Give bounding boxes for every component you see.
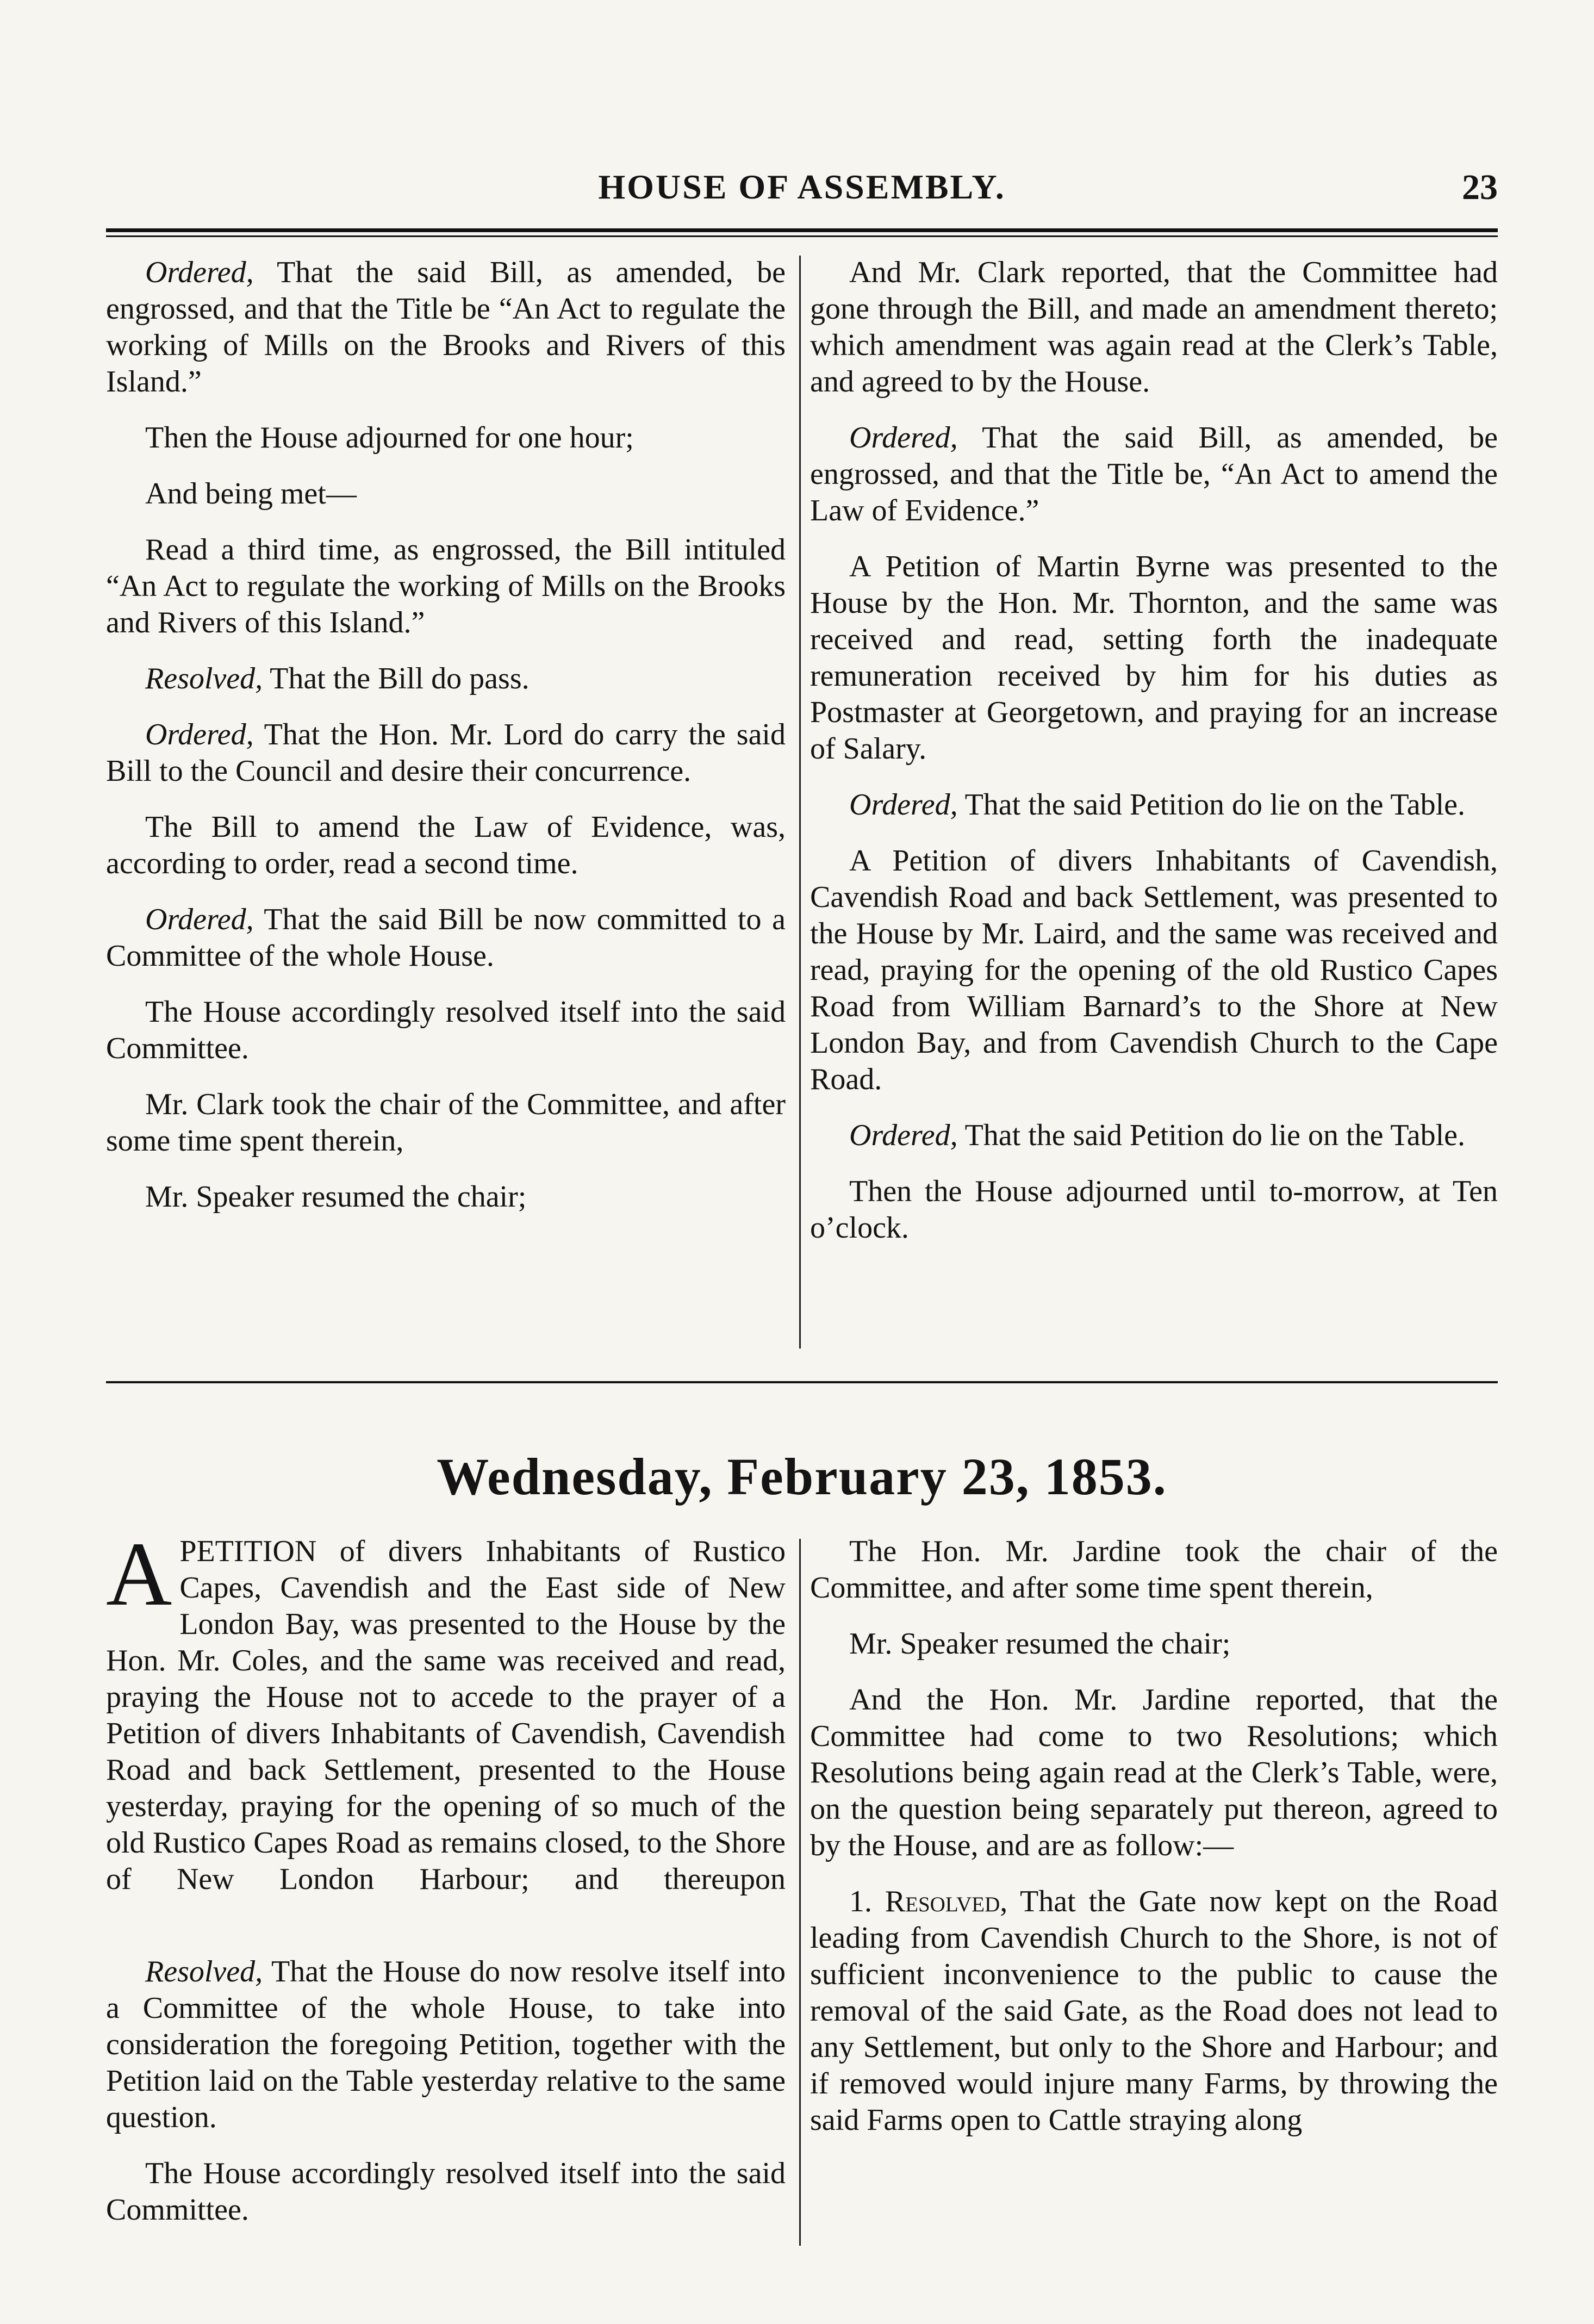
paragraph	[106, 1086, 786, 1159]
paragraph-text: The Hon. Mr. Jardine took the chair of the Committee, and after some time spent therein,	[810, 1534, 1498, 1605]
paragraph	[810, 254, 1498, 400]
paragraph-lead: Resolved,	[145, 662, 263, 695]
paragraph-text: That the Gate now kept on the Road leading from Cavendish Church to the Shore, is not of sufficient inconvenience to the public to cause the removal of the said Gate, as the Road does not lead to any Settlement, but only to the Shore and Harbour; and if removed would injure many Farms, by throwing the said Farms open to Cattle straying along	[810, 1885, 1498, 2137]
paragraph	[106, 994, 786, 1067]
paragraph	[810, 1173, 1498, 1246]
paragraph	[810, 1682, 1498, 1864]
paragraph	[106, 532, 786, 641]
header-rule	[106, 228, 1498, 232]
paragraph	[106, 476, 786, 512]
paragraph	[106, 1179, 786, 1215]
paragraph-lead: Ordered,	[849, 788, 958, 822]
paragraph-text: The Bill to amend the Law of Evidence, was, according to order, read a second time.	[106, 810, 786, 880]
paragraph	[106, 1954, 786, 2136]
drop-cap-rest: PETITION	[179, 1534, 317, 1568]
paragraph-lead: Ordered,	[849, 1118, 958, 1152]
paragraph	[810, 787, 1498, 823]
paragraph-text: That the said Petition do lie on the Table.	[957, 788, 1465, 822]
paragraph-lead: Ordered,	[849, 421, 958, 455]
paragraph	[810, 420, 1498, 529]
paragraph	[810, 1884, 1498, 2139]
paragraph-text: That the Hon. Mr. Lord do carry the said Bill to the Council and desire their concurrence.	[106, 718, 786, 788]
opening-text: of divers Inhabitants of Rustico Capes, Cavendish and the East side of New London Bay, was presented to the House by the Hon. Mr. Coles, and the same was received and read, praying the House not to accede to the prayer of a Petition of divers Inhabitants of Cavendish, Cavendish Road and back Settlement, presented to the House yesterday, praying for the opening of so much of the old Rustico Capes Road as remains closed, to the Shore of New London Harbour; and thereupon	[106, 1534, 786, 1896]
page-number: 23	[1462, 167, 1498, 207]
paragraph	[106, 717, 786, 790]
section-rule	[106, 1381, 1498, 1383]
drop-cap: A	[106, 1524, 172, 1625]
paragraph	[106, 2155, 786, 2228]
paragraph-text: Mr. Speaker resumed the chair;	[849, 1627, 1231, 1661]
paragraph	[106, 254, 786, 400]
page-header	[106, 137, 1498, 213]
section2-left-column	[106, 1524, 786, 2248]
paragraph-text: The House accordingly resolved itself into the said Committee.	[106, 2157, 786, 2227]
paragraph-lead: Ordered,	[145, 903, 254, 936]
paragraph	[810, 549, 1498, 767]
section1-right-column	[810, 254, 1498, 1266]
date-heading: Wednesday, February 23, 1853.	[437, 1447, 1167, 1506]
section1-left-column	[106, 254, 786, 1235]
paragraph-text: Mr. Speaker resumed the chair;	[145, 1180, 527, 1214]
paragraph	[106, 902, 786, 974]
paragraph-lead: Ordered,	[145, 718, 254, 751]
paragraph	[810, 1117, 1498, 1154]
paragraph-lead: Resolved,	[145, 1955, 263, 1989]
paragraph-text: That the said Bill, as amended, be engrossed, and that the Title be “An Act to regulate the working of Mills on the Brooks and Rivers of this Island.”	[106, 256, 786, 399]
paragraph	[106, 420, 786, 456]
paragraph	[810, 1533, 1498, 1606]
paragraph-lead: 1. Resolved,	[849, 1885, 1008, 1918]
paragraph-text: Then the House adjourned until to-morrow, at Ten o’clock.	[810, 1175, 1498, 1245]
opening-paragraph	[106, 1524, 786, 1934]
paragraph-text: That the said Bill, as amended, be engrossed, and that the Title be, “An Act to amend the Law of Evidence.”	[810, 421, 1498, 527]
paragraph-text: And Mr. Clark reported, that the Committee had gone through the Bill, and made an amendment thereto; which amendment was again read at the Clerk’s Table, and agreed to by the House.	[810, 256, 1498, 399]
paragraph	[106, 661, 786, 697]
paragraph	[810, 843, 1498, 1098]
paragraph-text: A Petition of divers Inhabitants of Cavendish, Cavendish Road and back Settlement, was presented to the House by Mr. Laird, and the same was received and read, praying for the opening of the old Rustico Capes Road from William Barnard’s to the Shore at New London Bay, and from Cavendish Church to the Cape Road.	[810, 844, 1498, 1096]
column-divider-2	[799, 1539, 801, 2246]
section2-right-column	[810, 1533, 1498, 2158]
paragraph-text: The House accordingly resolved itself into the said Committee.	[106, 995, 786, 1065]
paragraph	[106, 809, 786, 882]
paragraph-text: Read a third time, as engrossed, the Bill intituled “An Act to regulate the working of Mills on the Brooks and Rivers of this Island.”	[106, 533, 786, 639]
paragraph-text: And being met—	[145, 477, 357, 511]
paragraph-text: A Petition of Martin Byrne was presented to the House by the Hon. Mr. Thornton, and the same was received and read, setting forth the inadequate remuneration received by him for his duties as Postmaster at Georgetown, and praying for an increase of Salary.	[810, 550, 1498, 766]
paragraph	[810, 1626, 1498, 1662]
column-divider-1	[799, 256, 801, 1349]
paragraph-text: And the Hon. Mr. Jardine reported, that the Committee had come to two Resolutions; which Resolutions being again read at the Clerk’s Table, were, on the question being separately put thereon, agreed to by the House, and are as follow:—	[810, 1683, 1498, 1862]
paragraph-text: That the said Petition do lie on the Table.	[957, 1118, 1465, 1152]
paragraph-text: That the Bill do pass.	[263, 662, 530, 695]
paragraph-lead: Ordered,	[145, 256, 254, 289]
paragraph-text: Then the House adjourned for one hour;	[145, 421, 634, 455]
paragraph-text: Mr. Clark took the chair of the Committee, and after some time spent therein,	[106, 1088, 786, 1158]
running-title: HOUSE OF ASSEMBLY.	[598, 167, 1006, 206]
paragraph-text: That the House do now resolve itself into a Committee of the whole House, to take into consideration the foregoing Petition, together with the Petition laid on the Table yesterday relative to the same question.	[106, 1955, 786, 2134]
paragraph-text: That the said Bill be now committed to a Committee of the whole House.	[106, 903, 786, 973]
